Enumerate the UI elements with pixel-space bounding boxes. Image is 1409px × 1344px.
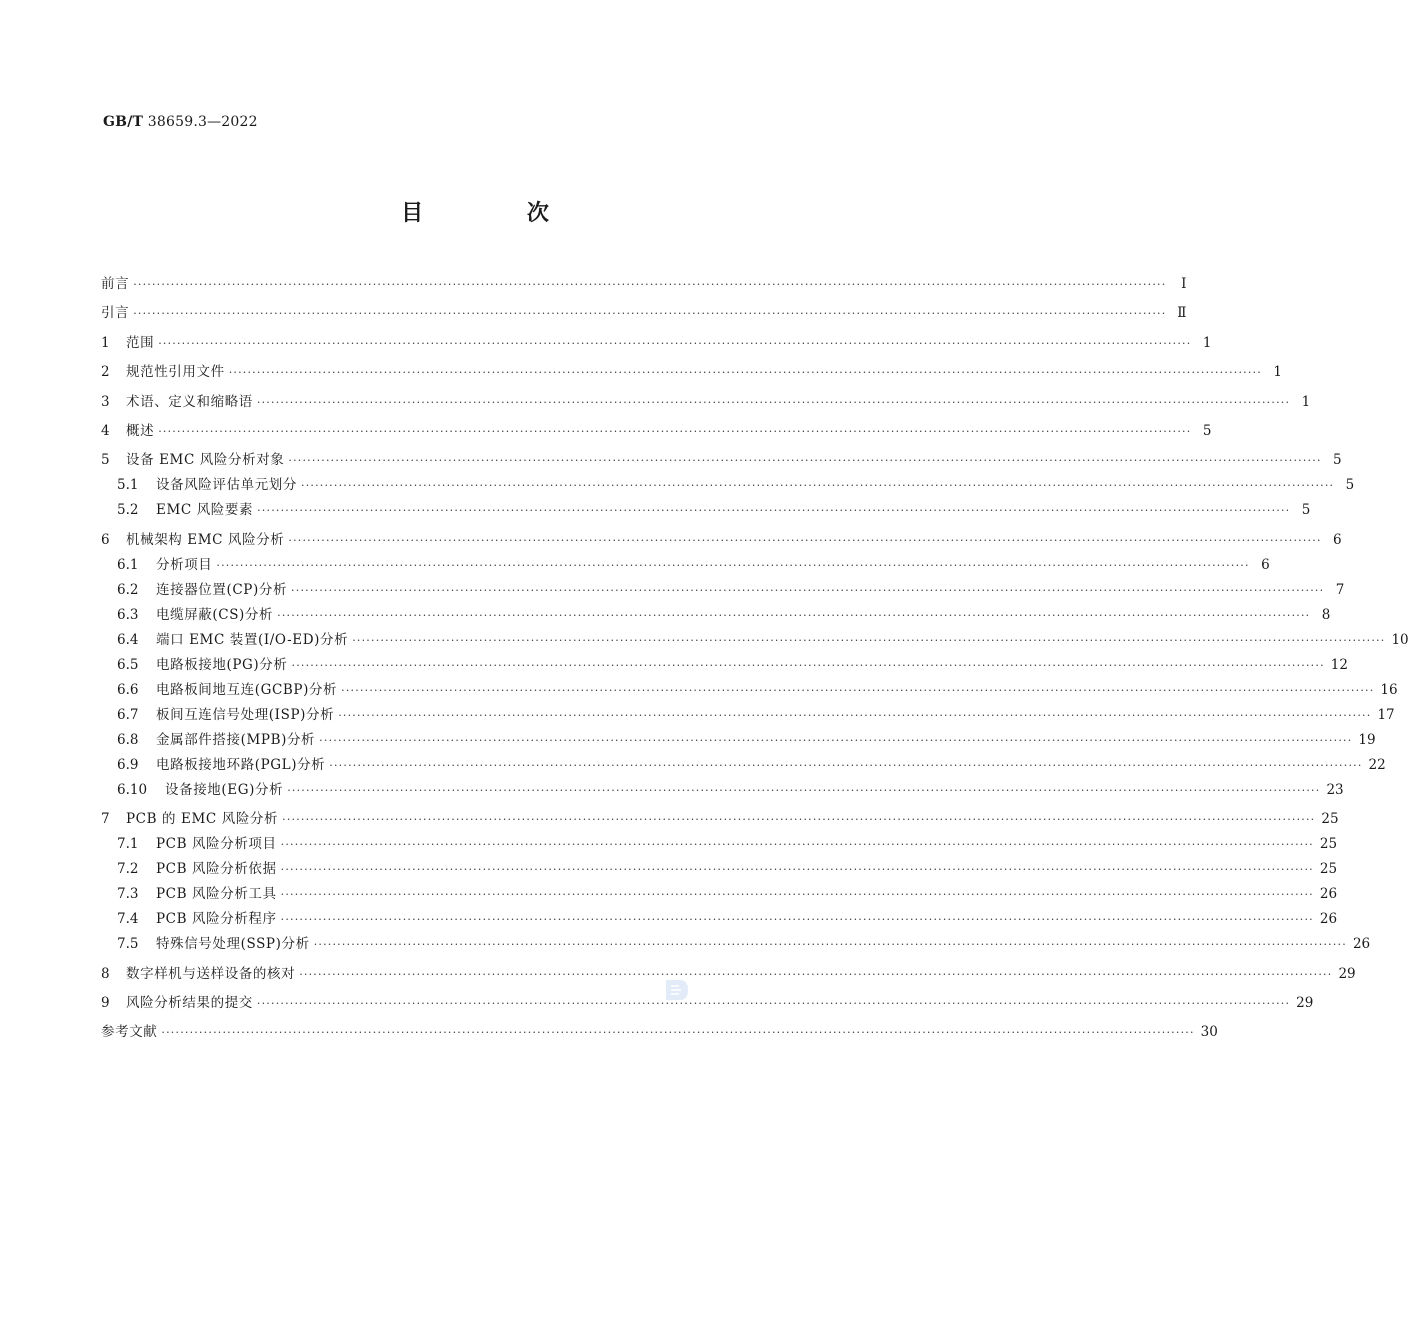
toc-entry-page: 5: [1333, 452, 1342, 469]
toc-dot-leader: ····························································································································································································································: [133, 307, 1167, 321]
toc-entry[interactable]: [101, 301, 1187, 326]
toc-dot-leader: ····························································································································································································································: [256, 996, 1291, 1010]
toc-entry-title: 前言: [101, 276, 130, 292]
toc-entry-page: 6: [1261, 556, 1270, 573]
toc-dot-leader: ····························································································································································································································: [338, 708, 1372, 722]
toc-entry-title: PCB 的 EMC 风险分析: [126, 811, 279, 828]
toc-entry-page: 25: [1319, 836, 1338, 853]
standard-code-number: 38659.3—2022: [147, 114, 258, 130]
toc-entry-number: 7.3: [117, 886, 139, 903]
standard-code-prefix: GB/T: [103, 114, 144, 130]
standard-code: [103, 114, 258, 130]
toc-entry-title: 概述: [126, 422, 155, 439]
toc-entry-page: 29: [1296, 994, 1314, 1011]
toc-entry-number: 7.2: [117, 861, 139, 878]
toc-entry-number: 6: [101, 531, 110, 548]
toc-dot-leader: ····························································································································································································································: [319, 733, 1353, 747]
toc-entry-number: 5: [101, 452, 110, 469]
toc-entry-number: 9: [101, 994, 110, 1011]
toc-entry-page: 5: [1345, 477, 1355, 494]
toc-entry[interactable]: [101, 753, 1386, 778]
toc-entry-title: 机械架构 EMC 风险分析: [126, 531, 285, 548]
toc-dot-leader: ····························································································································································································································: [257, 504, 1291, 518]
toc-entry[interactable]: [101, 703, 1395, 728]
toc-entry[interactable]: [101, 653, 1348, 678]
toc-entry[interactable]: [101, 857, 1338, 882]
toc-entry-number: 6.7: [117, 706, 139, 723]
toc-dot-leader: ····························································································································································································································: [280, 888, 1314, 902]
toc-dot-leader: ····························································································································································································································: [280, 838, 1314, 852]
toc-dot-leader: ····························································································································································································································: [288, 454, 1322, 468]
toc-entry-page: 16: [1380, 681, 1398, 698]
toc-dot-leader: ····························································································································································································································: [287, 783, 1321, 797]
toc-entry-number: 7.4: [117, 911, 139, 928]
toc-entry-title: 设备风险评估单元划分: [156, 477, 297, 494]
toc-entry-title: 范围: [126, 334, 155, 351]
toc-entry-page: 6: [1333, 531, 1342, 548]
toc-entry-number: 5.2: [117, 502, 139, 519]
toc-entry[interactable]: [101, 932, 1371, 957]
toc-entry-page: 8: [1321, 606, 1331, 623]
toc-entry[interactable]: [101, 419, 1212, 444]
toc-entry-title: 设备接地(EG)分析: [165, 781, 284, 798]
toc-entry-number: 3: [101, 393, 110, 410]
toc-entry-page: 10: [1391, 631, 1409, 648]
toc-entry-page: Ⅱ: [1177, 305, 1187, 322]
toc-entry[interactable]: [101, 578, 1345, 603]
toc-entry-title: 电路板接地(PG)分析: [156, 656, 288, 673]
toc-entry-title: 板间互连信号处理(ISP)分析: [156, 706, 335, 723]
toc-entry-title: 规范性引用文件: [126, 364, 225, 381]
toc-entry-title: PCB 风险分析项目: [156, 836, 277, 853]
watermark-logo-icon: [664, 978, 690, 1002]
toc-entry-number: 6.6: [117, 681, 139, 698]
toc-entry[interactable]: [101, 628, 1409, 653]
toc-entry-title: PCB 风险分析工具: [156, 886, 277, 903]
toc-entry[interactable]: [101, 331, 1212, 356]
toc-entry-number: 6.2: [117, 581, 139, 598]
toc-entry-title: 电路板接地环路(PGL)分析: [156, 756, 326, 773]
toc-entry-number: 2: [101, 364, 110, 381]
toc-dot-leader: ····························································································································································································································: [277, 608, 1311, 622]
toc-entry[interactable]: [101, 678, 1398, 703]
toc-dot-leader: ····························································································································································································································: [299, 967, 1333, 981]
toc-entry[interactable]: [101, 360, 1282, 385]
toc-entry-page: 26: [1319, 886, 1338, 903]
toc-entry-number: 7.5: [117, 936, 139, 953]
toc-dot-leader: ····························································································································································································································: [228, 366, 1262, 380]
toc-entry-page: 26: [1352, 936, 1371, 953]
toc-entry-number: 6.5: [117, 656, 139, 673]
toc-entry-page: 29: [1338, 965, 1356, 982]
toc-entry-page: 26: [1319, 911, 1338, 928]
toc-entry[interactable]: [101, 882, 1338, 907]
toc-entry-page: 7: [1335, 581, 1345, 598]
toc-entry[interactable]: [101, 498, 1311, 523]
toc-dot-leader: ····························································································································································································································: [282, 813, 1316, 827]
toc-dot-leader: ····························································································································································································································: [158, 424, 1192, 438]
toc-entry-page: 1: [1301, 393, 1311, 410]
toc-dot-leader: ····························································································································································································································: [280, 863, 1314, 877]
toc-entry-title: 数字样机与送样设备的核对: [126, 965, 296, 982]
toc-entry[interactable]: [101, 473, 1355, 498]
toc-dot-leader: ····························································································································································································································: [256, 395, 1291, 409]
toc-entry-number: 6.4: [117, 631, 139, 648]
toc-dot-leader: ····························································································································································································································: [341, 683, 1375, 697]
toc-entry-page: Ⅰ: [1181, 276, 1187, 292]
toc-entry-number: 1: [101, 334, 110, 351]
toc-entry-title: 引言: [101, 305, 130, 322]
toc-dot-leader: ····························································································································································································································: [329, 758, 1363, 772]
page-title: 目 次: [401, 201, 597, 226]
toc-entry-title: 参考文献: [101, 1024, 158, 1041]
toc-entry-page: 25: [1319, 861, 1338, 878]
toc-dot-leader: ····························································································································································································································: [291, 583, 1325, 597]
toc-entry-title: 金属部件搭接(MPB)分析: [156, 731, 316, 748]
toc-dot-leader: ····························································································································································································································: [291, 658, 1325, 672]
toc-entry[interactable]: [101, 448, 1342, 473]
toc-entry-number: 5.1: [117, 477, 139, 494]
toc-entry-title: 特殊信号处理(SSP)分析: [156, 936, 310, 953]
toc-entry[interactable]: [101, 832, 1338, 857]
toc-entry[interactable]: [101, 1020, 1218, 1045]
toc-dot-leader: ····························································································································································································································: [280, 913, 1314, 927]
toc-entry[interactable]: [101, 390, 1311, 415]
toc-entry-title: PCB 风险分析程序: [156, 911, 277, 928]
toc-entry-number: 4: [101, 422, 110, 439]
toc-entry[interactable]: [101, 962, 1356, 987]
toc-entry[interactable]: [101, 272, 1187, 297]
toc-entry-page: 17: [1377, 706, 1395, 723]
toc-entry-number: 6.1: [117, 556, 139, 573]
toc-entry-page: 1: [1202, 334, 1212, 351]
toc-entry-page: 30: [1200, 1024, 1218, 1041]
toc-dot-leader: ····························································································································································································································: [288, 533, 1322, 547]
toc-entry-title: 连接器位置(CP)分析: [156, 581, 288, 598]
toc-entry-title: EMC 风险要素: [156, 502, 254, 519]
toc-dot-leader: ····························································································································································································································: [301, 479, 1335, 493]
toc-dot-leader: ····························································································································································································································: [133, 278, 1167, 291]
toc-dot-leader: ····························································································································································································································: [313, 938, 1347, 952]
toc-entry-title: 分析项目: [156, 556, 213, 573]
toc-entry-number: 8: [101, 965, 110, 982]
toc-entry[interactable]: [101, 778, 1344, 803]
toc-entry-number: 6.8: [117, 731, 139, 748]
toc-entry-title: 端口 EMC 装置(I/O-ED)分析: [156, 631, 349, 648]
toc-entry-title: PCB 风险分析依据: [156, 861, 277, 878]
toc-entry-page: 19: [1358, 731, 1376, 748]
toc-entry[interactable]: [101, 991, 1314, 1016]
toc-dot-leader: ····························································································································································································································: [161, 1026, 1195, 1040]
toc-dot-leader: ····························································································································································································································: [216, 558, 1250, 572]
toc-entry-page: 22: [1368, 756, 1386, 773]
toc-entry-title: 术语、定义和缩略语: [126, 393, 253, 410]
toc-dot-leader: ····························································································································································································································: [158, 336, 1192, 350]
toc-entry[interactable]: [101, 603, 1331, 628]
toc-entry-page: 5: [1301, 502, 1311, 519]
toc-entry[interactable]: [101, 907, 1338, 932]
toc-entry[interactable]: [101, 553, 1270, 578]
toc-entry-title: 电路板间地互连(GCBP)分析: [156, 681, 338, 698]
table-of-contents: [101, 272, 1409, 1045]
toc-entry-page: 12: [1330, 656, 1348, 673]
toc-entry[interactable]: [101, 807, 1339, 832]
toc-entry[interactable]: [101, 728, 1376, 753]
toc-entry[interactable]: [101, 528, 1342, 553]
toc-entry-number: 7: [101, 811, 110, 828]
toc-entry-page: 25: [1321, 811, 1339, 828]
toc-entry-number: 6.10: [117, 781, 148, 798]
toc-entry-title: 设备 EMC 风险分析对象: [126, 452, 285, 469]
toc-entry-page: 23: [1326, 781, 1344, 798]
toc-entry-title: 电缆屏蔽(CS)分析: [156, 606, 274, 623]
toc-entry-title: 风险分析结果的提交: [126, 994, 253, 1011]
toc-entry-number: 6.3: [117, 606, 139, 623]
toc-entry-page: 1: [1273, 364, 1282, 381]
toc-entry-number: 7.1: [117, 836, 139, 853]
toc-entry-page: 5: [1202, 422, 1212, 439]
toc-entry-number: 6.9: [117, 756, 139, 773]
toc-dot-leader: ····························································································································································································································: [352, 633, 1386, 647]
